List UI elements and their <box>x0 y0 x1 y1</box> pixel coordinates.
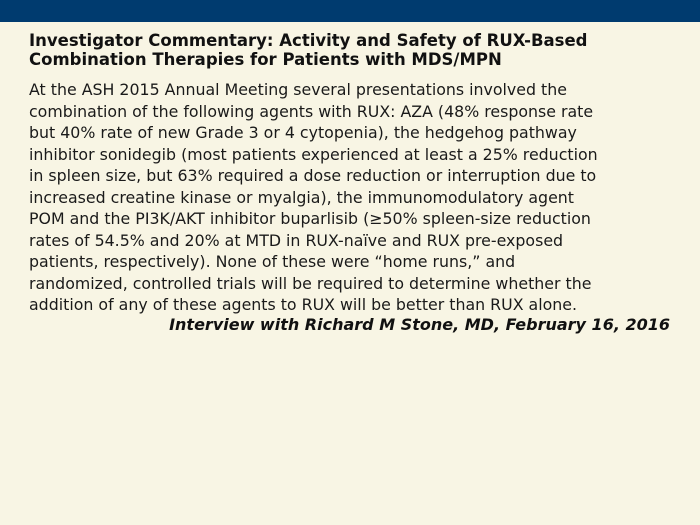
commentary-body: At the ASH 2015 Annual Meeting several presentations involved the combination of the following agents with RUX: AZA (48% response rate but 40% rate of new Grade 3 or 4 cytopenia), the hedgehog pathway inhibitor sonidegib (most patients experienced at least a 25% reduction in spleen size, but 63% required a dose reduction or interruption due to increased creatine kinase or myalgia), the immunomodulatory agent POM and the PI3K/AKT inhibitor buparlisib (≥50% spleen-size reduction rates of 54.5% and 20% at MTD in RUX-naïve and RUX pre-exposed patients, respectively). None of these were “home runs,” and randomized, controlled trials will be required to determine whether the addition of any of these agents to RUX will be better than RUX alone. <box>29 80 598 314</box>
top-banner-bar <box>0 0 700 22</box>
slide-title: Investigator Commentary: Activity and Safety of RUX-Based Combination Therapies for Patients with MDS/MPN <box>29 31 588 69</box>
interview-attribution: Interview with Richard M Stone, MD, February 16, 2016 <box>169 315 670 334</box>
